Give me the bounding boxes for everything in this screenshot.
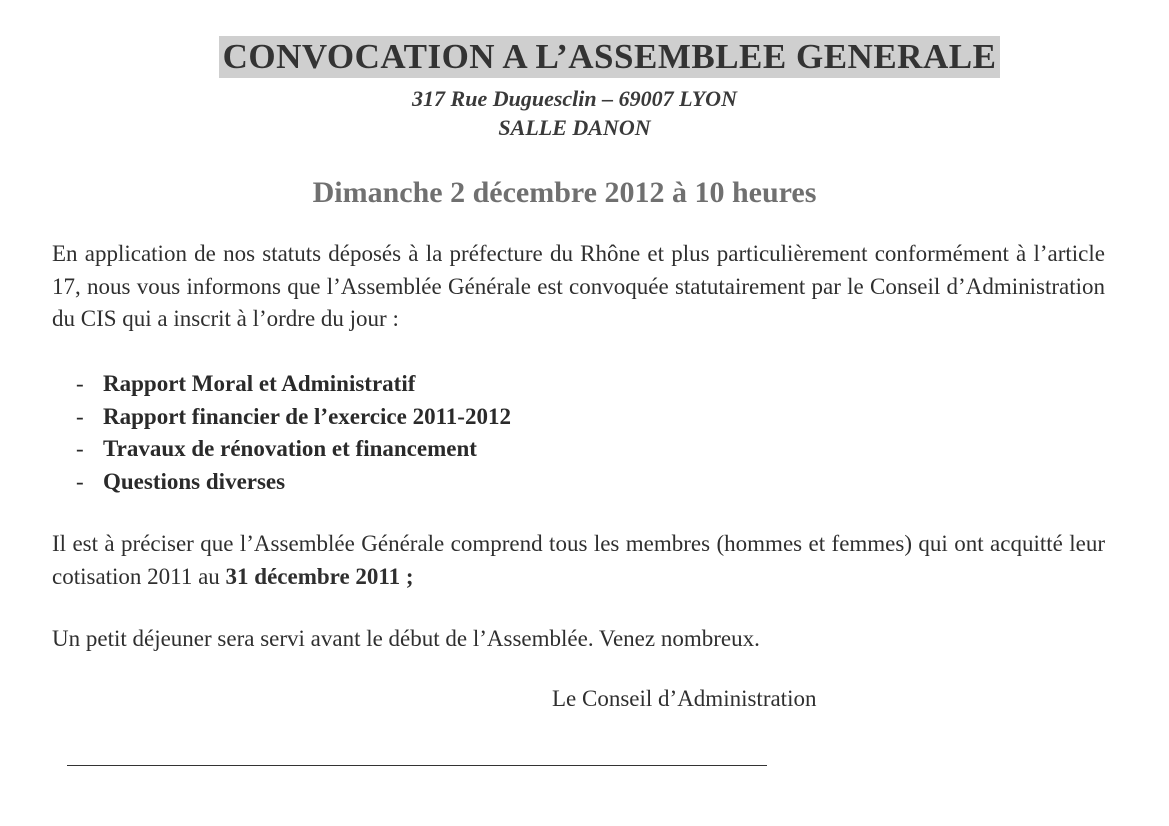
agenda-list <box>76 368 511 498</box>
agenda-bullet: - <box>76 371 84 396</box>
agenda-bullet: - <box>76 403 84 429</box>
agenda-item <box>76 401 511 434</box>
document-title: CONVOCATION A L’ASSEMBLEE GENERALE <box>219 36 1001 78</box>
agenda-item-label: Rapport financier de l’exercice 2011-2012 <box>103 403 511 429</box>
breakfast-note: Un petit déjeuner sera servi avant le début de l’Assemblée. Venez nombreux. <box>52 626 760 651</box>
agenda-item <box>76 368 511 401</box>
signature: Le Conseil d’Administration <box>552 686 817 711</box>
agenda-item-label: Travaux de rénovation et financement <box>103 436 477 461</box>
agenda-item <box>76 433 511 466</box>
venue-address: 317 Rue Duguesclin – 69007 LYON <box>412 86 737 111</box>
agenda-item-label: Questions diverses <box>103 468 286 494</box>
intro-paragraph: En application de nos statuts déposés à la préfecture du Rhône et plus particulièrement conformément à l’article 17, nous vous informons que l’Assemblée Générale est convoquée statutairement par le Conseil d’Administration du CIS qui a inscrit à l’ordre du jour : <box>52 241 1105 331</box>
agenda-bullet: - <box>76 468 84 494</box>
agenda-item <box>76 466 511 499</box>
meeting-date: Dimanche 2 décembre 2012 à 10 heures <box>312 176 817 209</box>
signature-rule <box>67 765 767 766</box>
title-block <box>0 36 1169 78</box>
agenda-bullet: - <box>76 436 84 461</box>
membership-deadline: 31 décembre 2011 ; <box>225 563 414 589</box>
membership-paragraph <box>52 528 1105 593</box>
agenda-item-label: Rapport Moral et Administratif <box>103 371 416 396</box>
membership-text: Il est à préciser que l’Assemblée Générale comprend tous les membres (hommes et femmes) qui ont acquitté leur cotisation 2011 au <box>52 531 1105 589</box>
venue-hall: SALLE DANON <box>498 115 651 140</box>
